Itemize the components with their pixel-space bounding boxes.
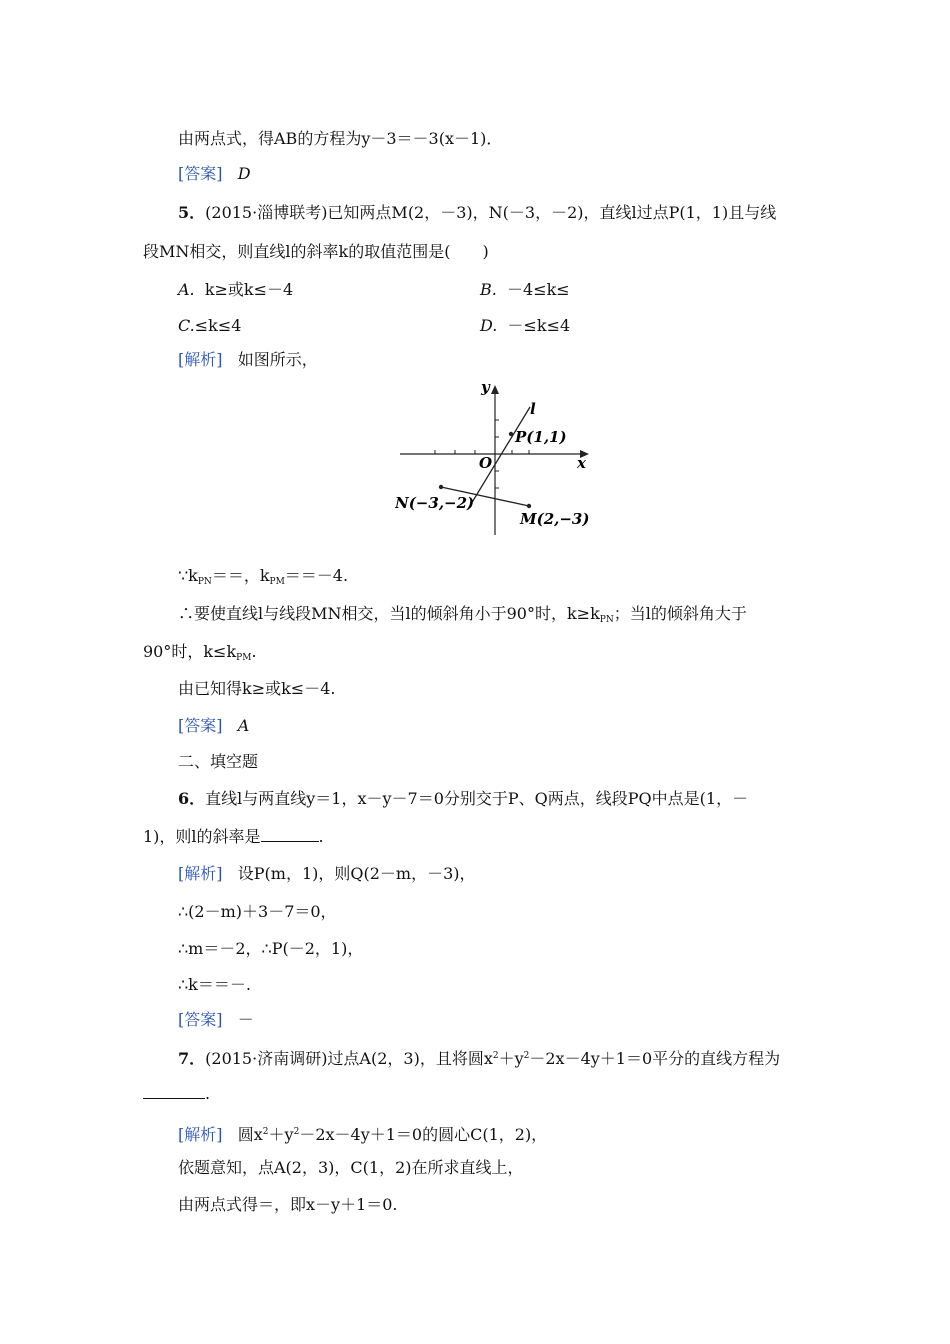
section-heading: 二、填空题 bbox=[178, 752, 259, 771]
label-l: l bbox=[530, 400, 536, 418]
point-n bbox=[439, 485, 443, 489]
point-p bbox=[509, 432, 513, 436]
question-5-line-1: 5．(2015·淄博联考)已知两点M(2，－3)，N(－3，－2)，直线l过点P(1，1)且与线 bbox=[178, 203, 777, 222]
ab-equation-line: 由两点式，得AB的方程为y－3＝－3(x－1)． bbox=[178, 129, 503, 148]
question-6-line-1: 6．直线l与两直线y＝1，x－y－7＝0分别交于P、Q两点，线段PQ中点是(1，－ bbox=[178, 789, 749, 808]
label-p: P(1,1) bbox=[515, 428, 567, 446]
answer-1: [答案] D bbox=[178, 164, 251, 183]
coordinate-diagram bbox=[395, 372, 595, 542]
label-n: N(−3,−2) bbox=[395, 494, 475, 512]
answer-tag: [答案] bbox=[178, 1010, 223, 1029]
question-5-line-2: 段MN相交，则直线l的斜率k的取值范围是( ) bbox=[143, 242, 489, 261]
answer-tag: [答案] bbox=[178, 716, 223, 735]
line-l bbox=[468, 407, 530, 509]
option-b: B. －4≤k≤ bbox=[480, 280, 570, 299]
analysis-1: [解析] 如图所示， bbox=[178, 350, 318, 369]
step-5: 由两点式得＝，即x－y＋1＝0. bbox=[178, 1195, 398, 1214]
condition-line-2: 90°时，$k\le k_{PM}$. bbox=[143, 642, 257, 663]
condition-line-1: ∴要使直线l与线段MN相交，当l的倾斜角小于90°时，$k\ge k_{PN}$；当l的倾斜角大于 bbox=[178, 604, 747, 625]
coordinate-figure bbox=[395, 372, 595, 546]
question-7-line-2: . bbox=[143, 1084, 210, 1104]
answer-3: [答案] － bbox=[178, 1010, 254, 1029]
answer-tag: [答案] bbox=[178, 164, 223, 183]
analysis-3: [解析] 圆$x^2+y^2-2x-4y+1=0$的圆心C(1，2)， bbox=[178, 1125, 548, 1144]
step-3: ∴k＝＝－. bbox=[178, 975, 251, 994]
analysis-tag: [解析] bbox=[178, 864, 223, 883]
answer-blank bbox=[143, 1084, 205, 1099]
slope-calc-line: $\because k_{PN}==$，$k_{PM}==-4$. bbox=[178, 566, 349, 587]
step-1: ∴(2－m)＋3－7＝0， bbox=[178, 902, 337, 921]
step-2: ∴m＝－2，∴P(－2，1)， bbox=[178, 939, 364, 958]
question-7-line-1: 7．(2015·济南调研)过点A(2，3)，且将圆$x^2+y^2-2x-4y+1=0$平分的直线方程为 bbox=[178, 1049, 781, 1068]
analysis-tag: [解析] bbox=[178, 1125, 223, 1144]
analysis-2: [解析] 设P(m，1)，则Q(2－m，－3)， bbox=[178, 864, 476, 883]
label-o: O bbox=[479, 454, 493, 472]
conclusion-line: 由已知得k≥或k≤－4. bbox=[178, 679, 336, 698]
option-d: D. －≤k≤4 bbox=[480, 316, 571, 335]
option-c: C.≤k≤4 bbox=[178, 316, 242, 335]
label-y: y bbox=[481, 378, 490, 396]
label-x: x bbox=[577, 454, 586, 472]
y-axis-arrow bbox=[491, 385, 499, 394]
step-4: 依题意知，点A(2，3)，C(1，2)在所求直线上， bbox=[178, 1158, 524, 1177]
point-m bbox=[527, 504, 531, 508]
question-6-line-2: 1)，则l的斜率是 . bbox=[143, 827, 324, 846]
label-m: M(2,−3) bbox=[520, 510, 590, 528]
option-a: A. k≥或k≤－4 bbox=[178, 280, 294, 299]
answer-blank bbox=[261, 827, 319, 842]
answer-2: [答案] A bbox=[178, 716, 250, 735]
analysis-tag: [解析] bbox=[178, 350, 223, 369]
